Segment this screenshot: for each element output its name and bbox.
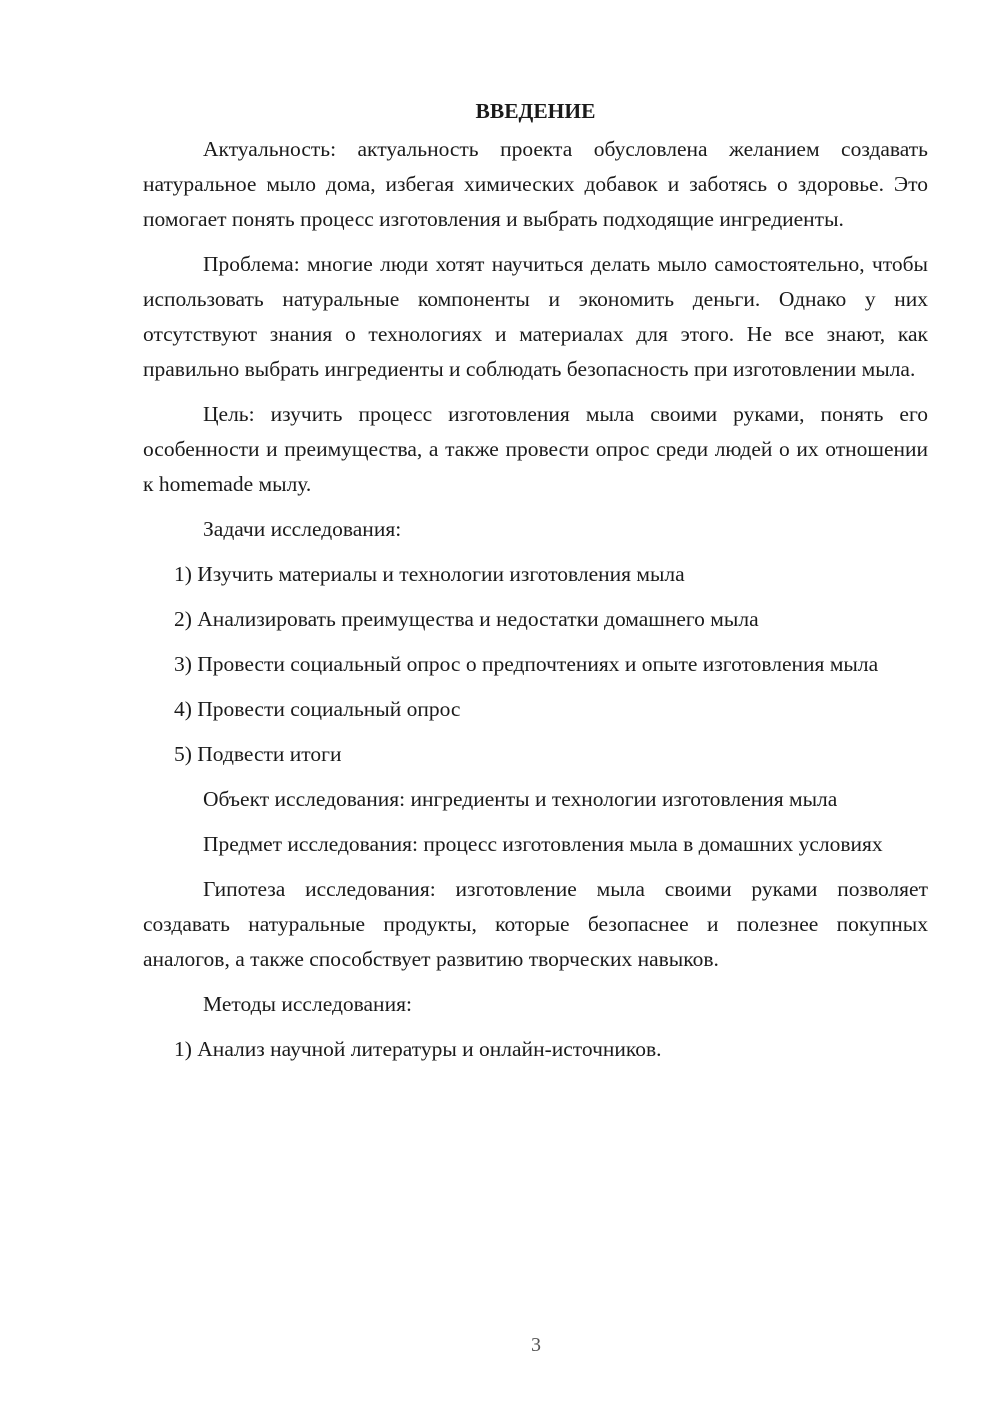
task-item: 5) Подвести итоги [174, 742, 342, 766]
task-item: 3) Провести социальный опрос о предпочтениях и опыте изготовления мыла [174, 652, 879, 676]
problem-paragraph: Проблема: многие люди хотят научиться делать мыло самостоятельно, чтобы использовать натуральные компоненты и экономить деньги. Однако у них отсутствуют знания о технологиях и материалах для этого. Не все знают, как правильно выбрать ингредиенты и соблюдать безопасность при изготовлении мыла. [143, 252, 928, 381]
tasks-heading: Задачи исследования: [203, 517, 402, 541]
object-paragraph: Объект исследования: ингредиенты и технологии изготовления мыла [203, 787, 838, 811]
methods-heading: Методы исследования: [203, 992, 412, 1016]
page-number: 3 [531, 1334, 541, 1356]
method-item: 1) Анализ научной литературы и онлайн-источников. [174, 1037, 662, 1061]
task-item: 4) Провести социальный опрос [174, 697, 461, 721]
hypothesis-paragraph: Гипотеза исследования: изготовление мыла своими руками позволяет создавать натуральные продукты, которые безопаснее и полезнее покупных аналогов, а также способствует развитию творческих навыков. [143, 877, 928, 971]
subject-paragraph: Предмет исследования: процесс изготовления мыла в домашних условиях [203, 832, 883, 856]
goal-paragraph: Цель: изучить процесс изготовления мыла своими руками, понять его особенности и преимущества, а также провести опрос среди людей о их отношении к homemade мылу. [143, 402, 928, 496]
document-page [143, 96, 928, 1077]
document-title: ВВЕДЕНИЕ [475, 99, 596, 123]
task-item: 2) Анализировать преимущества и недостатки домашнего мыла [174, 607, 759, 631]
task-item: 1) Изучить материалы и технологии изготовления мыла [174, 562, 685, 586]
relevance-paragraph: Актуальность: актуальность проекта обусловлена желанием создавать натуральное мыло дома, избегая химических добавок и заботясь о здоровье. Это помогает понять процесс изготовления и выбрать подходящие ингредиенты. [143, 137, 928, 231]
